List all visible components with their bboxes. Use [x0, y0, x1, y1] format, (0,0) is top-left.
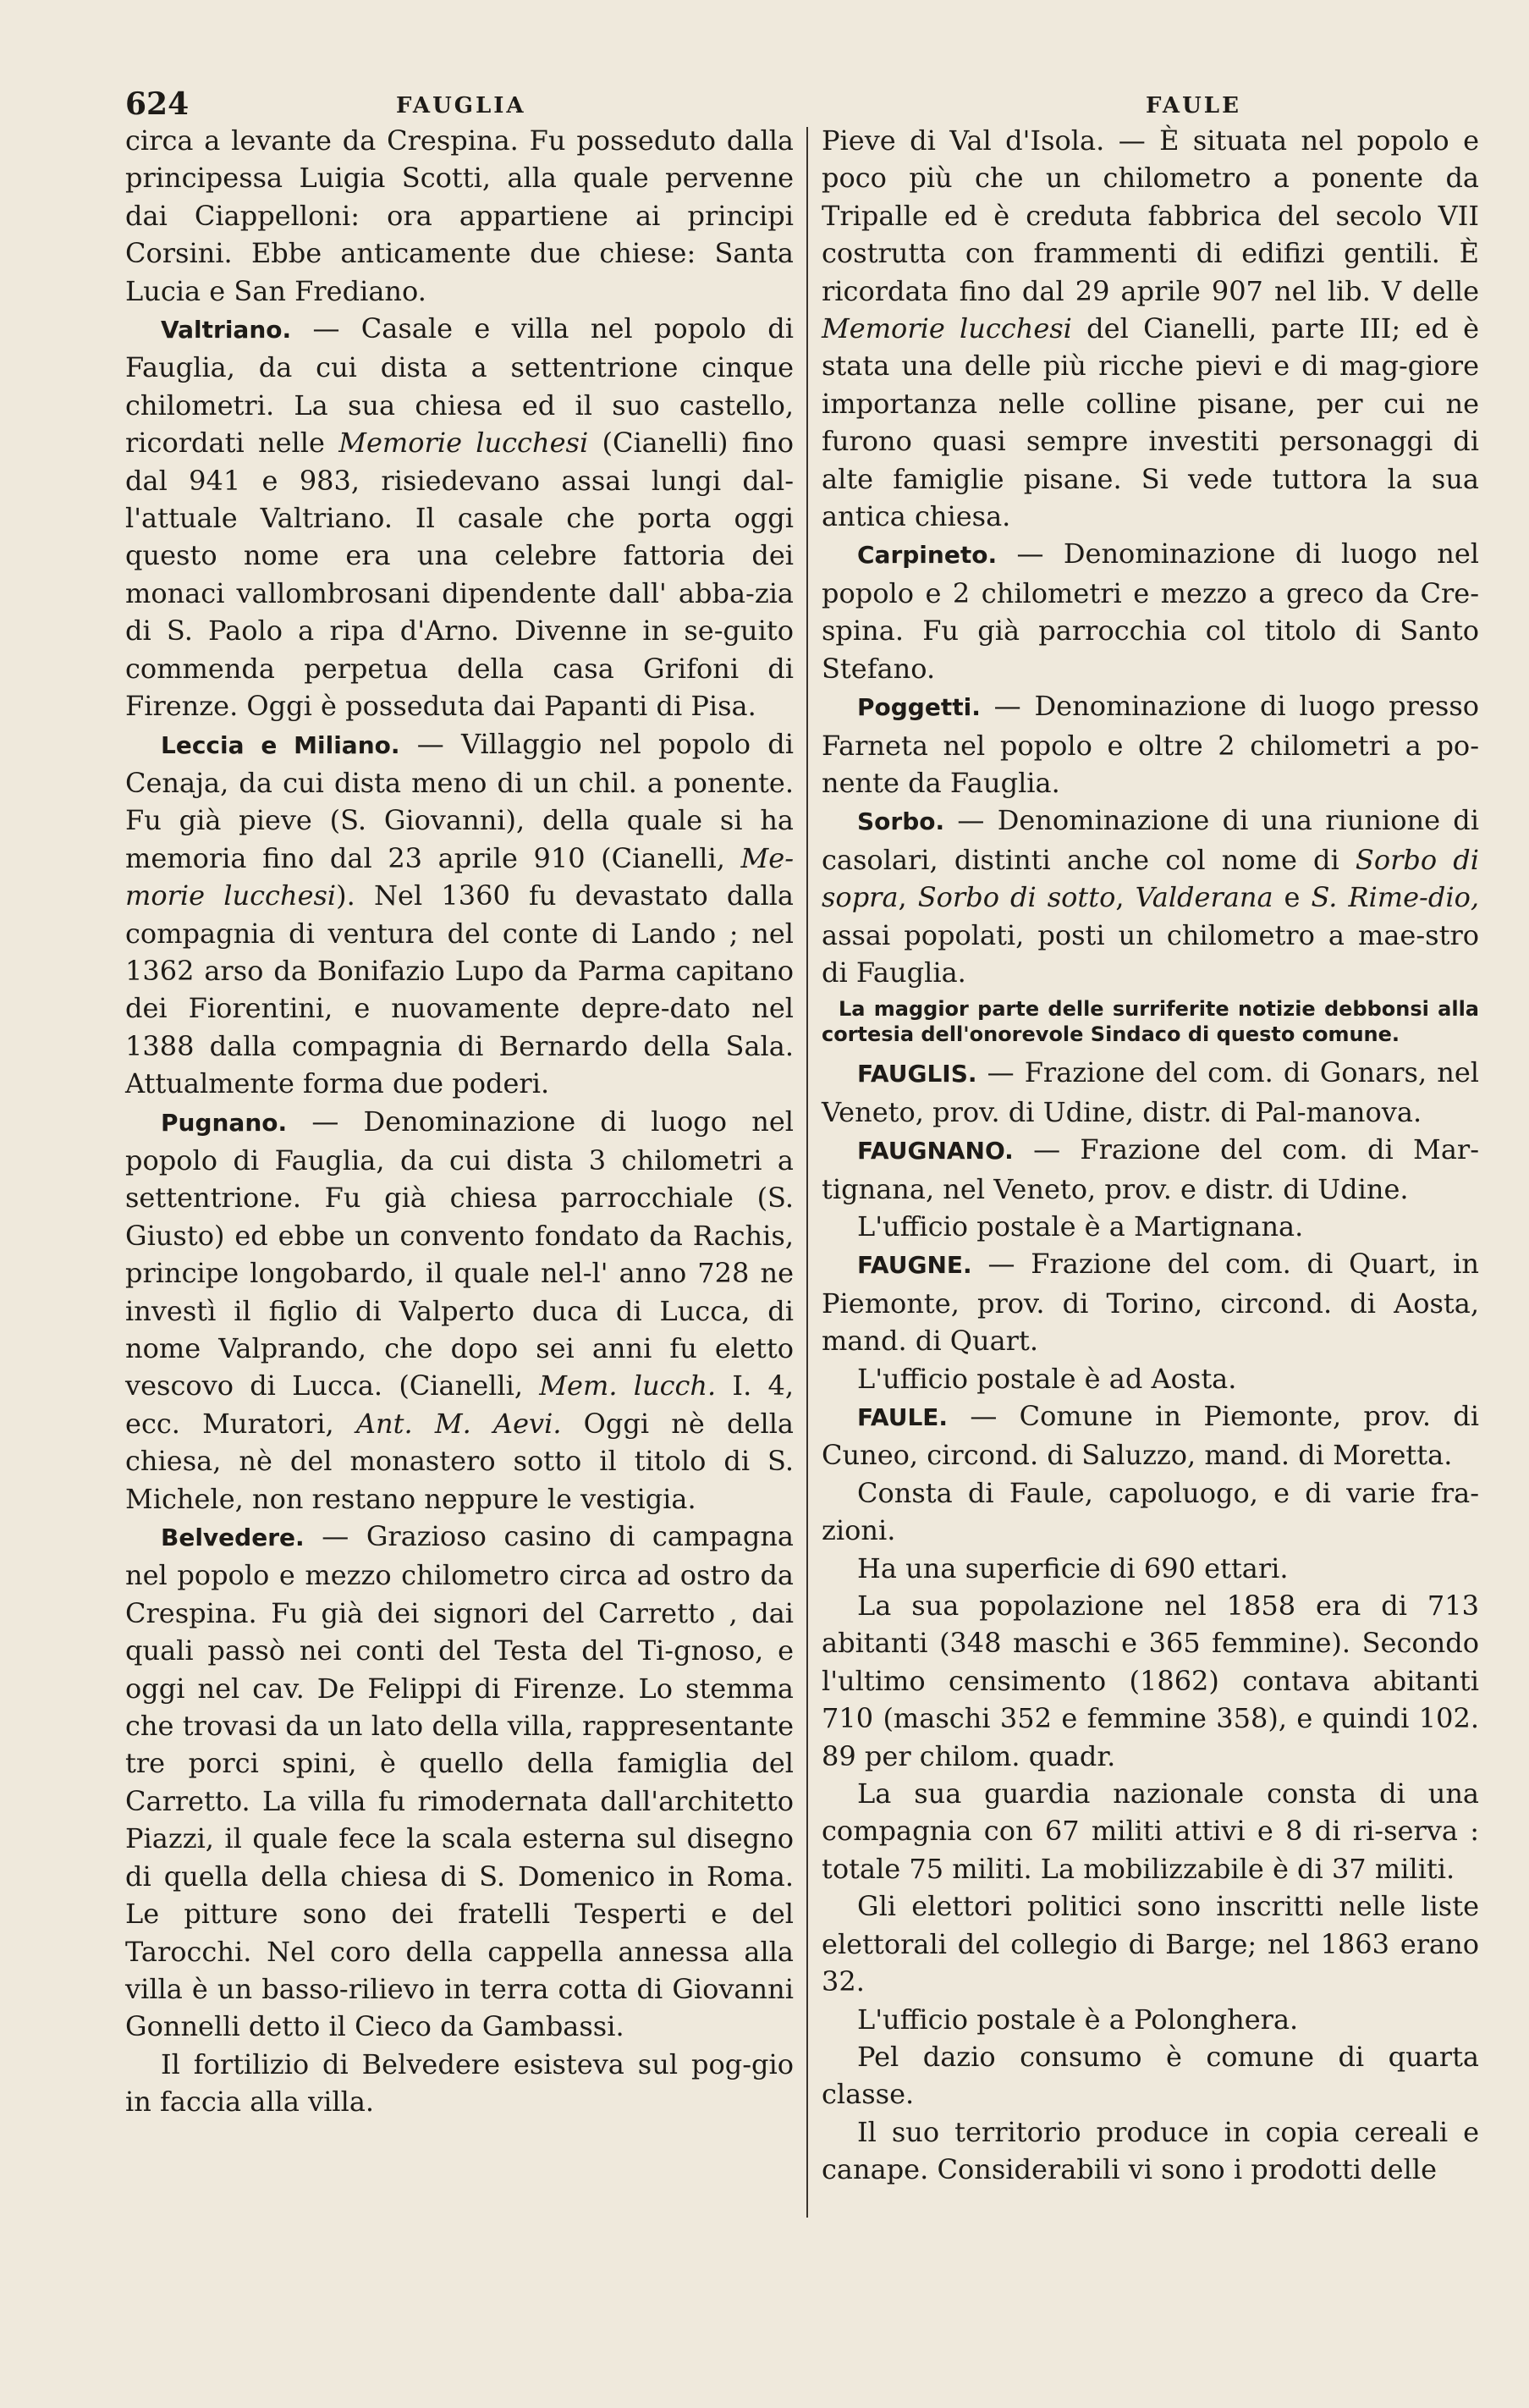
paragraph-faule-territorio: Il suo territorio produce in copia cereali e canape. Considerabili vi sono i prodotti delle — [822, 2115, 1479, 2186]
entry-heading: FAUGNANO. — [857, 1137, 1014, 1165]
entry-valtriano: Valtriano. — Casale e villa nel popolo di Fauglia, da cui dista a settentrione cinque chilometri. La sua chiesa ed il suo castello, ricordati nelle Memorie lucchesi (Cianelli) fino dal 941 e 983, risiedevano assai lungi dal-l'attuale Valtriano. Il casale che porta oggi questo nome era una celebre fattoria dei monaci vallombrosani dipendente dall' abba-zia di S. Paolo a ripa d'Arno. Divenne in se-guito commenda perpetua della casa Grifoni di Firenze. Oggi è posseduta dai Papanti di Pisa. — [125, 312, 795, 723]
entry-heading: Poggetti. — [857, 693, 981, 722]
entry-faugne: FAUGNE. — Frazione del com. di Quart, in Piemonte, prov. di Torino, circond. di Aosta, mand. di Quart. — [822, 1248, 1479, 1358]
paragraph-faugnano-post: L'ufficio postale è a Martignana. — [857, 1210, 1304, 1243]
running-header-left: FAUGLIA — [396, 93, 526, 118]
entry-heading: Valtriano. — [161, 316, 292, 344]
paragraph-faule-ufficio-postale: L'ufficio postale è a Polonghera. — [857, 2003, 1299, 2036]
entry-sorbo: Sorbo. — Denominazione di una riunione di casolari, distinti anche col nome di Sorbo di sopra, Sorbo di sotto, Valderana e S. Rime-dio, assai popolati, posti un chilometro a mae-stro di Fauglia. — [822, 804, 1480, 989]
paragraph-fauglia-continued: circa a levante da Crespina. Fu posseduto dalla principessa Luigia Scotti, alla quale pervenne dai Ciappelloni: ora appartiene ai principi Corsini. Ebbe anticamente due chiese: Santa Lucia e San Frediano. — [125, 124, 794, 307]
paragraph-faule-elettori: Gli elettori politici sono inscritti nelle liste elettorali del collegio di Barge; nel 1863 erano 32. — [822, 1890, 1479, 1998]
footnote: La maggior parte delle surriferite notizie debbonsi alla cortesia dell'onorevole Sindaco di questo comune. — [822, 997, 1479, 1047]
running-header-right: FAULE — [1146, 93, 1241, 118]
entry-belvedere: Belvedere. — Grazioso casino di campagna nel popolo e mezzo chilometro circa ad ostro da Crespina. Fu già dei signori del Carretto , dai quali passò nei conti del Testa del Ti-gnoso, e oggi nel cav. De Felippi di Firenze. Lo stemma che trovasi da un lato della villa, rappresentante tre porci spini, è quello della famiglia del Carretto. La villa fu rimodernata dall'architetto Piazzi, il quale fece la scala esterna sul disegno di quella della chiesa di S. Domenico in Roma. Le pitture sono dei fratelli Tesperti e del Tarocchi. Nel coro della cappella annessa alla villa è un basso-rilievo in terra cotta di Giovanni Gonnelli detto il Cieco da Gambassi. — [125, 1520, 794, 2043]
paragraph-faugne-post: L'ufficio postale è ad Aosta. — [857, 1362, 1237, 1395]
entry-heading: FAULE. — [857, 1403, 949, 1431]
paragraph-faule-guardia: La sua guardia nazionale consta di una compagnia con 67 militi attivi e 8 di ri-serva : totale 75 militi. La mobilizzabile è di 37 militi. — [822, 1777, 1479, 1885]
entry-leccia-e-miliano: Leccia e Miliano. — Villaggio nel popolo di Cenaja, da cui dista meno di un chil. a ponente. Fu già pieve (S. Giovanni), della quale si ha memoria fino dal 23 aprile 910 (Cianelli, Me-morie lucchesi). Nel 1360 fu devastato dalla compagnia di ventura del conte di Lando ; nel 1362 arso da Bonifazio Lupo da Parma capitano dei Fiorentini, e nuovamente depre-dato nel 1388 dalla compagnia di Bernardo della Sala. Attualmente forma due poderi. — [125, 727, 795, 1100]
entry-heading: Belvedere. — [161, 1524, 305, 1552]
paragraph-faule-dazio: Pel dazio consumo è comune di quarta classe. — [822, 2040, 1479, 2111]
entry-heading: FAUGNE. — [857, 1251, 972, 1280]
paragraph-faule-frazioni: Consta di Faule, capoluogo, e di varie fra-zioni. — [822, 1476, 1479, 1547]
entry-faugnano: FAUGNANO. — Frazione del com. di Mar-tignana, nel Veneto, prov. e distr. di Udine. — [822, 1133, 1479, 1205]
entry-heading: Pugnano. — [161, 1108, 288, 1137]
column-divider — [806, 127, 808, 2218]
entry-heading: FAUGLIS. — [857, 1060, 977, 1088]
entry-heading: Leccia e Miliano. — [161, 730, 400, 759]
paragraph-faule-superficie: Ha una superficie di 690 ettari. — [857, 1551, 1289, 1584]
right-column — [822, 122, 1479, 2189]
entry-carpineto: Carpineto. — Denominazione di luogo nel popolo e 2 chilometri e mezzo a greco da Cre-spina. Fu già parrocchia col titolo di Santo Stefano. — [822, 537, 1479, 685]
entry-heading: Sorbo. — [857, 807, 945, 836]
paragraph-faule-popolazione: La sua popolazione nel 1858 era di 713 abitanti (348 maschi e 365 femmine). Secondo l'ultimo censimento (1862) contava abitanti 710 (maschi 352 e femmine 358), e quindi 102. 89 per chilom. quadr. — [822, 1590, 1479, 1772]
page-number: 624 — [125, 86, 190, 122]
left-column — [125, 122, 794, 2121]
entry-pugnano: Pugnano. — Denominazione di luogo nel popolo di Fauglia, da cui dista 3 chilometri a settentrione. Fu già chiesa parrocchiale (S. Giusto) ed ebbe un convento fondato da Rachis, principe longobardo, il quale nel-l' anno 728 ne investì il figlio di Valperto duca di Lucca, di nome Valprando, che dopo sei anni fu eletto vescovo di Lucca. (Cianelli, Mem. lucch. I. 4, ecc. Muratori, Ant. M. Aevi. Oggi nè della chiesa, nè del monastero sotto il titolo di S. Michele, non restano neppure le vestigia. — [125, 1105, 795, 1515]
entry-fauglis: FAUGLIS. — Frazione del com. di Gonars, nel Veneto, prov. di Udine, distr. di Pal-manova. — [822, 1056, 1479, 1128]
entry-heading: Carpineto. — [857, 541, 998, 570]
paragraph-fortilizio: Il fortilizio di Belvedere esisteva sul pog-gio in faccia alla villa. — [125, 2047, 794, 2119]
entry-poggetti: Poggetti. — Denominazione di luogo presso Farneta nel popolo e oltre 2 chilometri a po-nente da Fauglia. — [822, 690, 1479, 799]
paragraph-pieve-val-d-isola: Pieve di Val d'Isola. — È situata nel popolo e poco più che un chilometro a ponente da Tripalle ed è creduta fabbrica del secolo VII costrutta con frammenti di edifizi gentili. È ricordata fino dal 29 aprile 907 nel lib. V delle Memorie lucchesi del Cianelli, parte III; ed è stata una delle più ricche pievi e di mag-giore importanza nelle colline pisane, per cui ne furono quasi sempre investiti personaggi di alte famiglie pisane. Si vede tuttora la sua antica chiesa. — [822, 124, 1480, 533]
entry-faule: FAULE. — Comune in Piemonte, prov. di Cuneo, circond. di Saluzzo, mand. di Moretta. — [822, 1400, 1479, 1472]
